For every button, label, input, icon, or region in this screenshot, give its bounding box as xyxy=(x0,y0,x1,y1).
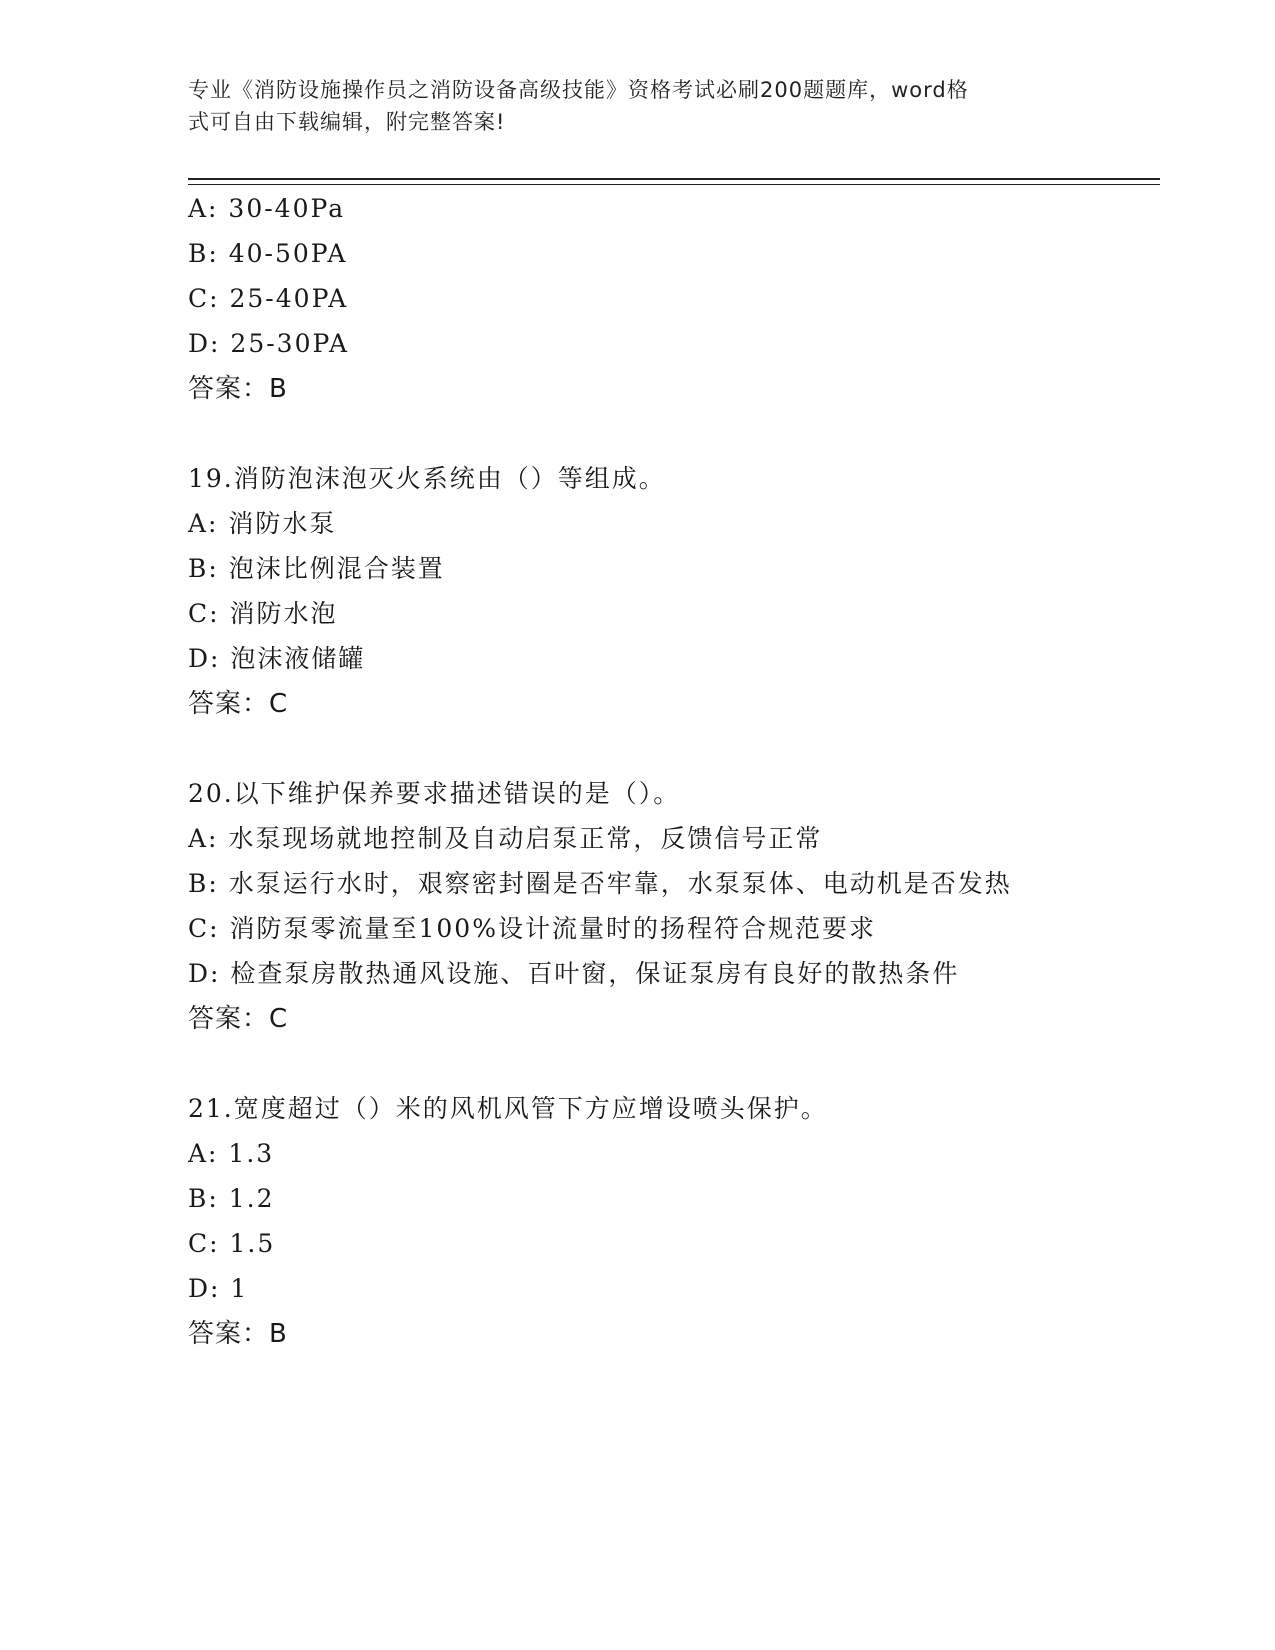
header-rule-thin xyxy=(188,184,1160,185)
q21-answer: 答案：B xyxy=(188,1319,288,1349)
q18-option-c: C: 25-40PA xyxy=(188,284,349,313)
q20-option-a: A: 水泵现场就地控制及自动启泵正常，反馈信号正常 xyxy=(188,824,823,853)
q20-option-c: C: 消防泵零流量至100%设计流量时的扬程符合规范要求 xyxy=(188,914,876,943)
q19-option-a: A: 消防水泵 xyxy=(188,509,337,538)
q20-option-b: B: 水泵运行水时，艰察密封圈是否牢靠，水泵泵体、电动机是否发热 xyxy=(188,869,1012,898)
q20-question: 20.以下维护保养要求描述错误的是（）。 xyxy=(188,779,681,808)
q21-option-b: B: 1.2 xyxy=(188,1184,275,1213)
q21-option-c: C: 1.5 xyxy=(188,1229,276,1258)
document-header xyxy=(188,74,1068,138)
q21-question: 21.宽度超过（）米的风机风管下方应增设喷头保护。 xyxy=(188,1094,828,1123)
header-line-2: 式可自由下载编辑，附完整答案! xyxy=(188,110,506,134)
q18-option-b: B: 40-50PA xyxy=(188,239,348,268)
q19-option-c: C: 消防水泡 xyxy=(188,599,338,628)
header-line-1: 专业《消防设施操作员之消防设备高级技能》资格考试必刷200题题库，word格 xyxy=(188,78,969,102)
q19-option-d: D: 泡沫液储罐 xyxy=(188,644,366,673)
q19-question: 19.消防泡沫泡灭火系统由（）等组成。 xyxy=(188,464,666,493)
q21-option-d: D: 1 xyxy=(188,1274,249,1303)
q19-answer: 答案：C xyxy=(188,689,289,719)
q18-option-d: D: 25-30PA xyxy=(188,329,350,358)
q18-option-a: A: 30-40Pa xyxy=(188,194,346,223)
q19-option-b: B: 泡沫比例混合装置 xyxy=(188,554,445,583)
q20-option-d: D: 检查泵房散热通风设施、百叶窗，保证泵房有良好的散热条件 xyxy=(188,959,960,988)
q20-answer: 答案：C xyxy=(188,1004,289,1034)
header-rule-thick xyxy=(188,178,1160,180)
q18-answer: 答案：B xyxy=(188,374,288,404)
q21-option-a: A: 1.3 xyxy=(188,1139,275,1168)
